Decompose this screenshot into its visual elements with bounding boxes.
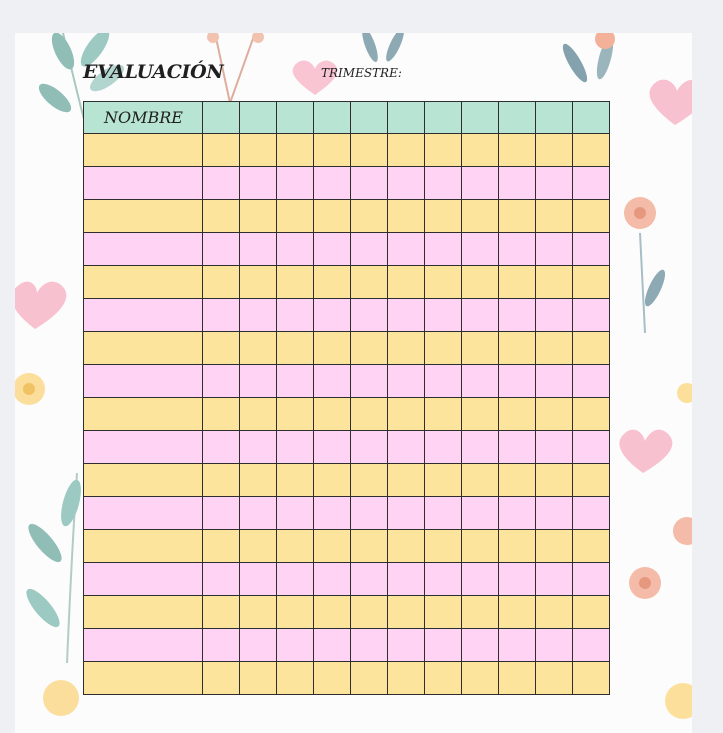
grade-cell[interactable] <box>203 431 240 464</box>
name-cell[interactable] <box>84 365 203 398</box>
evaluation-sheet <box>15 33 692 733</box>
flower-icon <box>624 197 669 333</box>
grade-cell[interactable] <box>277 629 314 662</box>
grade-cell[interactable] <box>388 629 425 662</box>
grade-cell[interactable] <box>277 299 314 332</box>
name-cell[interactable] <box>84 233 203 266</box>
grade-cell[interactable] <box>573 365 610 398</box>
grade-cell[interactable] <box>425 464 462 497</box>
grade-cell[interactable] <box>240 332 277 365</box>
grade-cell[interactable] <box>499 497 536 530</box>
grade-cell[interactable] <box>351 662 388 695</box>
grade-column-header <box>462 102 499 134</box>
heart-icon <box>619 430 672 473</box>
grade-cell[interactable] <box>203 167 240 200</box>
grade-cell[interactable] <box>499 629 536 662</box>
grade-cell[interactable] <box>536 398 573 431</box>
grade-cell[interactable] <box>203 332 240 365</box>
grade-cell[interactable] <box>351 464 388 497</box>
grade-cell[interactable] <box>573 662 610 695</box>
grade-cell[interactable] <box>573 431 610 464</box>
grade-cell[interactable] <box>240 464 277 497</box>
grade-cell[interactable] <box>425 629 462 662</box>
grade-cell[interactable] <box>425 200 462 233</box>
grade-cell[interactable] <box>203 596 240 629</box>
grade-cell[interactable] <box>536 563 573 596</box>
grade-cell[interactable] <box>240 530 277 563</box>
name-cell[interactable] <box>84 431 203 464</box>
grade-cell[interactable] <box>203 398 240 431</box>
grade-cell[interactable] <box>499 464 536 497</box>
grade-cell[interactable] <box>425 299 462 332</box>
grade-cell[interactable] <box>240 497 277 530</box>
grade-cell[interactable] <box>425 596 462 629</box>
grade-column-header <box>203 102 240 134</box>
table-row <box>84 299 610 332</box>
name-cell[interactable] <box>84 200 203 233</box>
grade-cell[interactable] <box>499 365 536 398</box>
grade-column-header <box>240 102 277 134</box>
grade-cell[interactable] <box>425 530 462 563</box>
grade-cell[interactable] <box>277 167 314 200</box>
grade-cell[interactable] <box>314 266 351 299</box>
grade-cell[interactable] <box>573 629 610 662</box>
grade-cell[interactable] <box>462 497 499 530</box>
grade-cell[interactable] <box>425 662 462 695</box>
grade-cell[interactable] <box>388 530 425 563</box>
grade-cell[interactable] <box>277 266 314 299</box>
grade-cell[interactable] <box>425 398 462 431</box>
name-cell[interactable] <box>84 596 203 629</box>
grade-cell[interactable] <box>573 134 610 167</box>
grade-cell[interactable] <box>499 530 536 563</box>
heart-icon <box>15 282 66 329</box>
grade-cell[interactable] <box>462 266 499 299</box>
grade-cell[interactable] <box>314 596 351 629</box>
grade-cell[interactable] <box>499 563 536 596</box>
grade-cell[interactable] <box>314 398 351 431</box>
grade-cell[interactable] <box>462 464 499 497</box>
name-cell[interactable] <box>84 266 203 299</box>
name-cell[interactable] <box>84 398 203 431</box>
grade-cell[interactable] <box>462 398 499 431</box>
leaf-branch-icon <box>359 33 407 64</box>
name-cell[interactable] <box>84 497 203 530</box>
grade-cell[interactable] <box>240 167 277 200</box>
grade-cell[interactable] <box>573 464 610 497</box>
name-cell[interactable] <box>84 662 203 695</box>
grade-cell[interactable] <box>277 464 314 497</box>
grade-cell[interactable] <box>388 134 425 167</box>
grade-cell[interactable] <box>536 200 573 233</box>
grade-cell[interactable] <box>203 464 240 497</box>
grade-cell[interactable] <box>351 200 388 233</box>
grade-cell[interactable] <box>351 167 388 200</box>
grade-cell[interactable] <box>314 134 351 167</box>
grade-cell[interactable] <box>573 332 610 365</box>
grade-cell[interactable] <box>277 233 314 266</box>
grade-cell[interactable] <box>277 332 314 365</box>
grade-cell[interactable] <box>499 398 536 431</box>
grade-column-header <box>536 102 573 134</box>
grade-cell[interactable] <box>240 299 277 332</box>
grade-cell[interactable] <box>573 299 610 332</box>
grade-cell[interactable] <box>314 332 351 365</box>
grade-cell[interactable] <box>277 200 314 233</box>
grade-column-header <box>425 102 462 134</box>
grade-column-header <box>277 102 314 134</box>
grade-cell[interactable] <box>314 563 351 596</box>
table-header-row <box>84 102 610 134</box>
grade-cell[interactable] <box>388 266 425 299</box>
name-cell[interactable] <box>84 530 203 563</box>
grade-cell[interactable] <box>462 167 499 200</box>
grade-cell[interactable] <box>425 332 462 365</box>
grade-cell[interactable] <box>425 233 462 266</box>
grade-cell[interactable] <box>351 563 388 596</box>
grade-cell[interactable] <box>425 497 462 530</box>
grade-cell[interactable] <box>277 596 314 629</box>
grade-cell[interactable] <box>388 431 425 464</box>
grade-cell[interactable] <box>536 332 573 365</box>
grade-cell[interactable] <box>536 596 573 629</box>
grade-cell[interactable] <box>536 134 573 167</box>
grade-cell[interactable] <box>462 662 499 695</box>
grade-cell[interactable] <box>499 233 536 266</box>
grade-cell[interactable] <box>203 629 240 662</box>
grade-cell[interactable] <box>462 200 499 233</box>
leaf-branch-icon <box>21 473 84 716</box>
grade-cell[interactable] <box>388 497 425 530</box>
grade-cell[interactable] <box>536 365 573 398</box>
grade-cell[interactable] <box>573 266 610 299</box>
grade-cell[interactable] <box>536 233 573 266</box>
grade-cell[interactable] <box>351 629 388 662</box>
table-row <box>84 530 610 563</box>
table-row <box>84 233 610 266</box>
table-body <box>84 134 610 695</box>
grade-cell[interactable] <box>499 200 536 233</box>
grade-cell[interactable] <box>203 563 240 596</box>
grade-cell[interactable] <box>277 134 314 167</box>
grade-column-header <box>573 102 610 134</box>
grade-column-header <box>388 102 425 134</box>
grade-cell[interactable] <box>536 431 573 464</box>
grade-cell[interactable] <box>240 662 277 695</box>
grade-cell[interactable] <box>277 563 314 596</box>
name-cell[interactable] <box>84 464 203 497</box>
grade-cell[interactable] <box>314 365 351 398</box>
grade-cell[interactable] <box>462 563 499 596</box>
table-row <box>84 431 610 464</box>
grade-cell[interactable] <box>277 365 314 398</box>
name-cell[interactable] <box>84 299 203 332</box>
table-row <box>84 200 610 233</box>
grade-cell[interactable] <box>277 530 314 563</box>
grade-cell[interactable] <box>203 134 240 167</box>
grade-cell[interactable] <box>314 464 351 497</box>
heart-icon <box>649 80 692 125</box>
page-title: EVALUACIÓN <box>83 61 224 83</box>
grade-cell[interactable] <box>462 233 499 266</box>
grade-cell[interactable] <box>314 200 351 233</box>
grade-cell[interactable] <box>314 299 351 332</box>
grade-cell[interactable] <box>240 266 277 299</box>
leaf-branch-icon <box>559 33 617 85</box>
name-cell[interactable] <box>84 629 203 662</box>
grade-cell[interactable] <box>351 530 388 563</box>
grade-cell[interactable] <box>388 398 425 431</box>
table-row <box>84 332 610 365</box>
grade-cell[interactable] <box>203 365 240 398</box>
grade-cell[interactable] <box>462 299 499 332</box>
grade-cell[interactable] <box>203 200 240 233</box>
grade-cell[interactable] <box>499 134 536 167</box>
grade-cell[interactable] <box>351 398 388 431</box>
grade-cell[interactable] <box>499 332 536 365</box>
grade-cell[interactable] <box>314 431 351 464</box>
grade-cell[interactable] <box>351 233 388 266</box>
grade-cell[interactable] <box>462 629 499 662</box>
grade-cell[interactable] <box>240 431 277 464</box>
grade-cell[interactable] <box>277 497 314 530</box>
grade-cell[interactable] <box>351 431 388 464</box>
grade-cell[interactable] <box>277 398 314 431</box>
grade-cell[interactable] <box>203 299 240 332</box>
grade-cell[interactable] <box>536 662 573 695</box>
grade-cell[interactable] <box>499 662 536 695</box>
table-row <box>84 398 610 431</box>
grade-cell[interactable] <box>499 596 536 629</box>
table-row <box>84 596 610 629</box>
grade-cell[interactable] <box>351 596 388 629</box>
name-column-header: NOMBRE <box>84 102 203 134</box>
grade-cell[interactable] <box>536 266 573 299</box>
table-row <box>84 662 610 695</box>
grade-cell[interactable] <box>462 332 499 365</box>
flower-icon <box>15 373 45 405</box>
grade-cell[interactable] <box>240 233 277 266</box>
grade-cell[interactable] <box>425 563 462 596</box>
name-cell[interactable] <box>84 563 203 596</box>
grade-cell[interactable] <box>536 629 573 662</box>
grade-cell[interactable] <box>388 662 425 695</box>
grade-cell[interactable] <box>277 662 314 695</box>
grade-cell[interactable] <box>573 200 610 233</box>
grade-cell[interactable] <box>573 398 610 431</box>
grade-cell[interactable] <box>536 497 573 530</box>
table-row <box>84 464 610 497</box>
term-label: TRIMESTRE: <box>321 66 402 80</box>
grade-cell[interactable] <box>314 233 351 266</box>
grade-cell[interactable] <box>351 266 388 299</box>
grade-column-header <box>314 102 351 134</box>
grade-cell[interactable] <box>573 563 610 596</box>
grade-column-header <box>351 102 388 134</box>
grade-cell[interactable] <box>388 167 425 200</box>
grade-cell[interactable] <box>462 530 499 563</box>
grade-cell[interactable] <box>536 530 573 563</box>
name-cell[interactable] <box>84 134 203 167</box>
grade-cell[interactable] <box>425 266 462 299</box>
grade-cell[interactable] <box>388 596 425 629</box>
grade-cell[interactable] <box>203 266 240 299</box>
grade-cell[interactable] <box>351 497 388 530</box>
table-row <box>84 167 610 200</box>
grade-cell[interactable] <box>573 596 610 629</box>
grade-cell[interactable] <box>314 629 351 662</box>
grade-cell[interactable] <box>388 563 425 596</box>
grade-cell[interactable] <box>388 233 425 266</box>
grade-cell[interactable] <box>388 464 425 497</box>
table-row <box>84 134 610 167</box>
evaluation-table <box>83 101 610 695</box>
grade-column-header <box>499 102 536 134</box>
grade-cell[interactable] <box>536 299 573 332</box>
grade-cell[interactable] <box>462 431 499 464</box>
grade-cell[interactable] <box>388 365 425 398</box>
grade-cell[interactable] <box>240 629 277 662</box>
grade-cell[interactable] <box>240 563 277 596</box>
grade-cell[interactable] <box>425 167 462 200</box>
grade-cell[interactable] <box>351 299 388 332</box>
grade-cell[interactable] <box>351 332 388 365</box>
grade-cell[interactable] <box>462 134 499 167</box>
grade-cell[interactable] <box>536 167 573 200</box>
grade-cell[interactable] <box>203 233 240 266</box>
grade-cell[interactable] <box>240 596 277 629</box>
grade-cell[interactable] <box>499 299 536 332</box>
grade-cell[interactable] <box>388 200 425 233</box>
grade-cell[interactable] <box>314 662 351 695</box>
grade-cell[interactable] <box>314 167 351 200</box>
grade-cell[interactable] <box>573 530 610 563</box>
grade-cell[interactable] <box>240 200 277 233</box>
name-cell[interactable] <box>84 332 203 365</box>
grade-cell[interactable] <box>351 365 388 398</box>
grade-cell[interactable] <box>536 464 573 497</box>
grade-cell[interactable] <box>388 299 425 332</box>
table-row <box>84 563 610 596</box>
grade-cell[interactable] <box>314 530 351 563</box>
table-row <box>84 497 610 530</box>
grade-cell[interactable] <box>203 530 240 563</box>
grade-cell[interactable] <box>499 167 536 200</box>
grade-cell[interactable] <box>203 497 240 530</box>
grade-cell[interactable] <box>240 398 277 431</box>
grade-cell[interactable] <box>462 365 499 398</box>
grade-cell[interactable] <box>203 662 240 695</box>
grade-cell[interactable] <box>240 365 277 398</box>
grade-cell[interactable] <box>425 134 462 167</box>
grade-cell[interactable] <box>499 266 536 299</box>
grade-cell[interactable] <box>573 497 610 530</box>
table-row <box>84 629 610 662</box>
grade-cell[interactable] <box>277 431 314 464</box>
grade-cell[interactable] <box>388 332 425 365</box>
grade-cell[interactable] <box>573 167 610 200</box>
name-cell[interactable] <box>84 167 203 200</box>
table-row <box>84 266 610 299</box>
grade-cell[interactable] <box>499 431 536 464</box>
grade-cell[interactable] <box>462 596 499 629</box>
grade-cell[interactable] <box>351 134 388 167</box>
grade-cell[interactable] <box>425 431 462 464</box>
grade-cell[interactable] <box>573 233 610 266</box>
grade-cell[interactable] <box>425 365 462 398</box>
grade-cell[interactable] <box>314 497 351 530</box>
table-row <box>84 365 610 398</box>
grade-cell[interactable] <box>240 134 277 167</box>
